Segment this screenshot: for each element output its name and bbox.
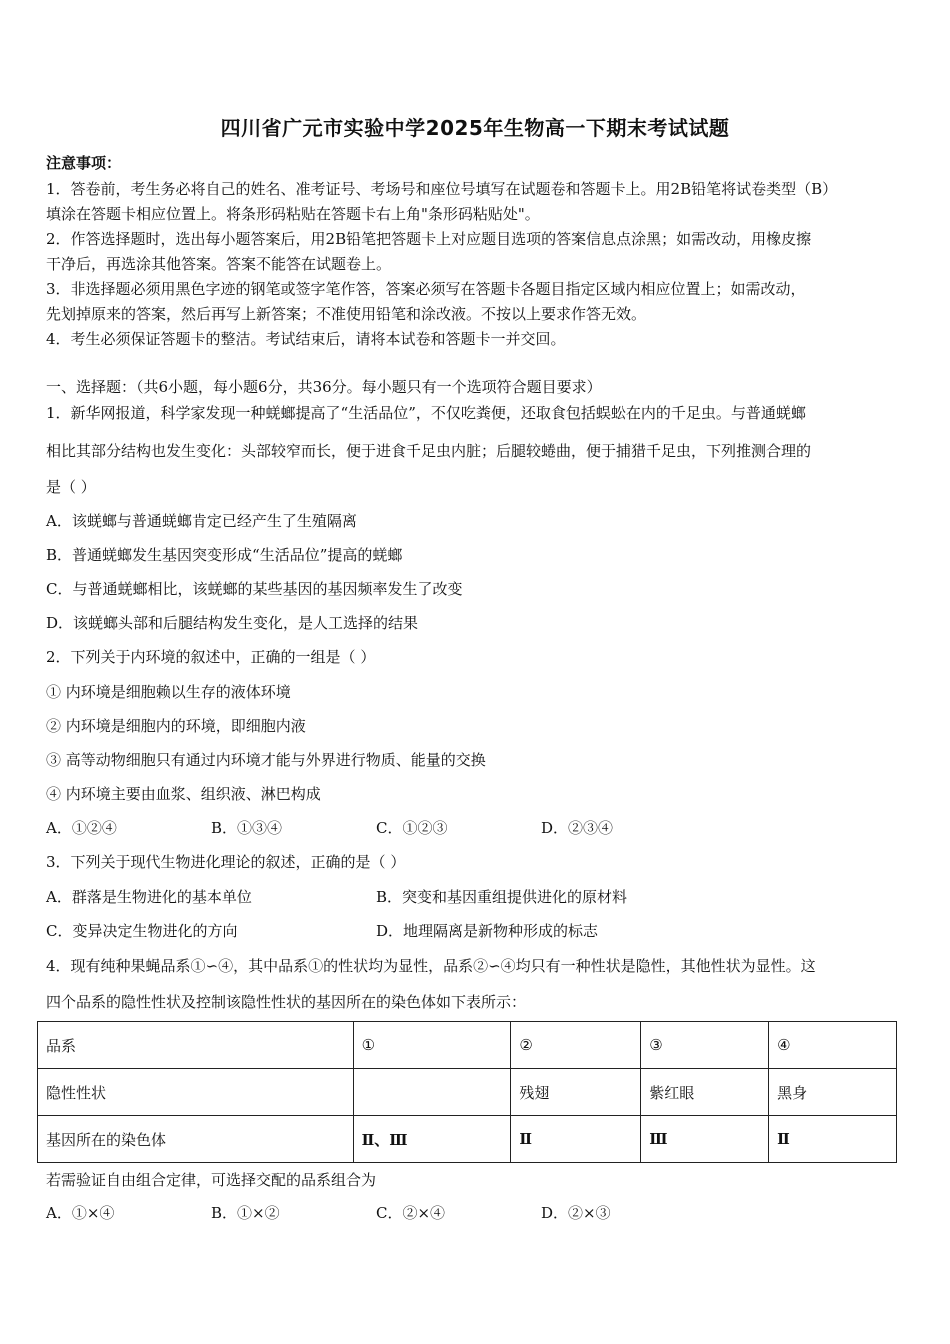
notice-line: 1．答卷前，考生务必将自己的姓名、准考证号、考场号和座位号填写在试题卷和答题卡上。用2B铅笔将试卷类型（B）: [46, 180, 838, 198]
table-row: [38, 1116, 897, 1163]
q3-option-d: D．地理隔离是新物种形成的标志: [376, 922, 599, 940]
section-heading: 一、选择题：（共6小题，每小题6分，共36分。每小题只有一个选项符合题目要求）: [46, 378, 602, 396]
q3-option-c: C．变异决定生物进化的方向: [46, 922, 238, 940]
page-title: 四川省广元市实验中学2025年生物高一下期末考试试题: [220, 116, 730, 140]
q4-stem-line: 四个品系的隐性性状及控制该隐性性状的基因所在的染色体如下表所示：: [46, 993, 527, 1011]
q2-item: ② 内环境是细胞内的环境，即细胞内液: [46, 717, 306, 735]
q1-option-a: A．该蜣螂与普通蜣螂肯定已经产生了生殖隔离: [46, 512, 357, 530]
q4-question: 若需验证自由组合定律，可选择交配的品系组合为: [46, 1171, 377, 1189]
table-cell: ④: [769, 1022, 897, 1069]
notice-line: 2．作答选择题时，选出每小题答案后，用2B铅笔把答题卡上对应题目选项的答案信息点涂黑；如需改动，用橡皮擦: [46, 230, 812, 248]
q2-item: ④ 内环境主要由血浆、组织液、淋巴构成: [46, 785, 321, 803]
table-cell: Ⅲ: [641, 1116, 769, 1163]
q3-option-a: A．群落是生物进化的基本单位: [46, 888, 252, 906]
q1-stem-line: 是（ ）: [46, 478, 96, 496]
q4-stem-line: 4．现有纯种果蝇品系①∽④，其中品系①的性状均为显性，品系②∽④均只有一种性状是隐性，其他性状为显性。这: [46, 957, 816, 975]
q1-stem-line: 相比其部分结构也发生变化：头部较窄而长，便于进食千足虫内脏；后腿较蜷曲，便于捕猎千足虫，下列推测合理的: [46, 442, 812, 460]
q2-stem: 2．下列关于内环境的叙述中，正确的一组是（ ）: [46, 648, 376, 666]
notice-line: 4．考生必须保证答题卡的整洁。考试结束后，请将本试卷和答题卡一并交回。: [46, 330, 566, 348]
q4-option-a: A．①×④: [46, 1204, 115, 1222]
q2-option-b: B．①③④: [211, 819, 283, 837]
q2-item: ① 内环境是细胞赖以生存的液体环境: [46, 683, 291, 701]
table-cell: 品系: [38, 1022, 354, 1069]
q1-option-d: D．该蜣螂头部和后腿结构发生变化，是人工选择的结果: [46, 614, 419, 632]
q3-stem: 3．下列关于现代生物进化理论的叙述，正确的是（ ）: [46, 853, 406, 871]
table-cell: 紫红眼: [641, 1069, 769, 1116]
q4-option-c: C．②×④: [376, 1204, 446, 1222]
q1-option-c: C．与普通蜣螂相比，该蜣螂的某些基因的基因频率发生了改变: [46, 580, 463, 598]
notice-line: 3．非选择题必须用黑色字迹的钢笔或签字笔作答，答案必须写在答题卡各题目指定区域内相应位置上；如需改动，: [46, 280, 806, 298]
table-cell: Ⅱ、Ⅲ: [353, 1116, 511, 1163]
table-cell: Ⅱ: [769, 1116, 897, 1163]
q1-option-b: B．普通蜣螂发生基因突变形成“生活品位”提高的蜣螂: [46, 546, 403, 564]
notice-line: 先划掉原来的答案，然后再写上新答案；不准使用铅笔和涂改液。不按以上要求作答无效。: [46, 305, 647, 323]
notice-line: 填涂在答题卡相应位置上。将条形码粘贴在答题卡右上角"条形码粘贴处"。: [46, 205, 540, 223]
notice-heading: 注意事项：: [46, 154, 122, 172]
table-cell: ②: [511, 1022, 641, 1069]
table-row: [38, 1022, 897, 1069]
table-cell: 隐性性状: [38, 1069, 354, 1116]
strain-table: [37, 1021, 897, 1163]
q4-option-d: D．②×③: [541, 1204, 611, 1222]
q2-option-d: D．②③④: [541, 819, 614, 837]
table-row: [38, 1069, 897, 1116]
table-cell: ①: [353, 1022, 511, 1069]
q2-option-a: A．①②④: [46, 819, 117, 837]
table-cell: [353, 1069, 511, 1116]
q3-option-b: B．突变和基因重组提供进化的原材料: [376, 888, 628, 906]
q2-option-c: C．①②③: [376, 819, 448, 837]
table-cell: 残翅: [511, 1069, 641, 1116]
table-cell: 黑身: [769, 1069, 897, 1116]
q4-option-b: B．①×②: [211, 1204, 280, 1222]
notice-line: 干净后，再选涂其他答案。答案不能答在试题卷上。: [46, 255, 392, 273]
table-cell: 基因所在的染色体: [38, 1116, 354, 1163]
q2-item: ③ 高等动物细胞只有通过内环境才能与外界进行物质、能量的交换: [46, 751, 486, 769]
table-cell: ③: [641, 1022, 769, 1069]
table-cell: Ⅱ: [511, 1116, 641, 1163]
q1-stem-line: 1．新华网报道，科学家发现一种蜣螂提高了“生活品位”，不仅吃粪便，还取食包括蜈蚣在内的千足虫。与普通蜣螂: [46, 404, 806, 422]
